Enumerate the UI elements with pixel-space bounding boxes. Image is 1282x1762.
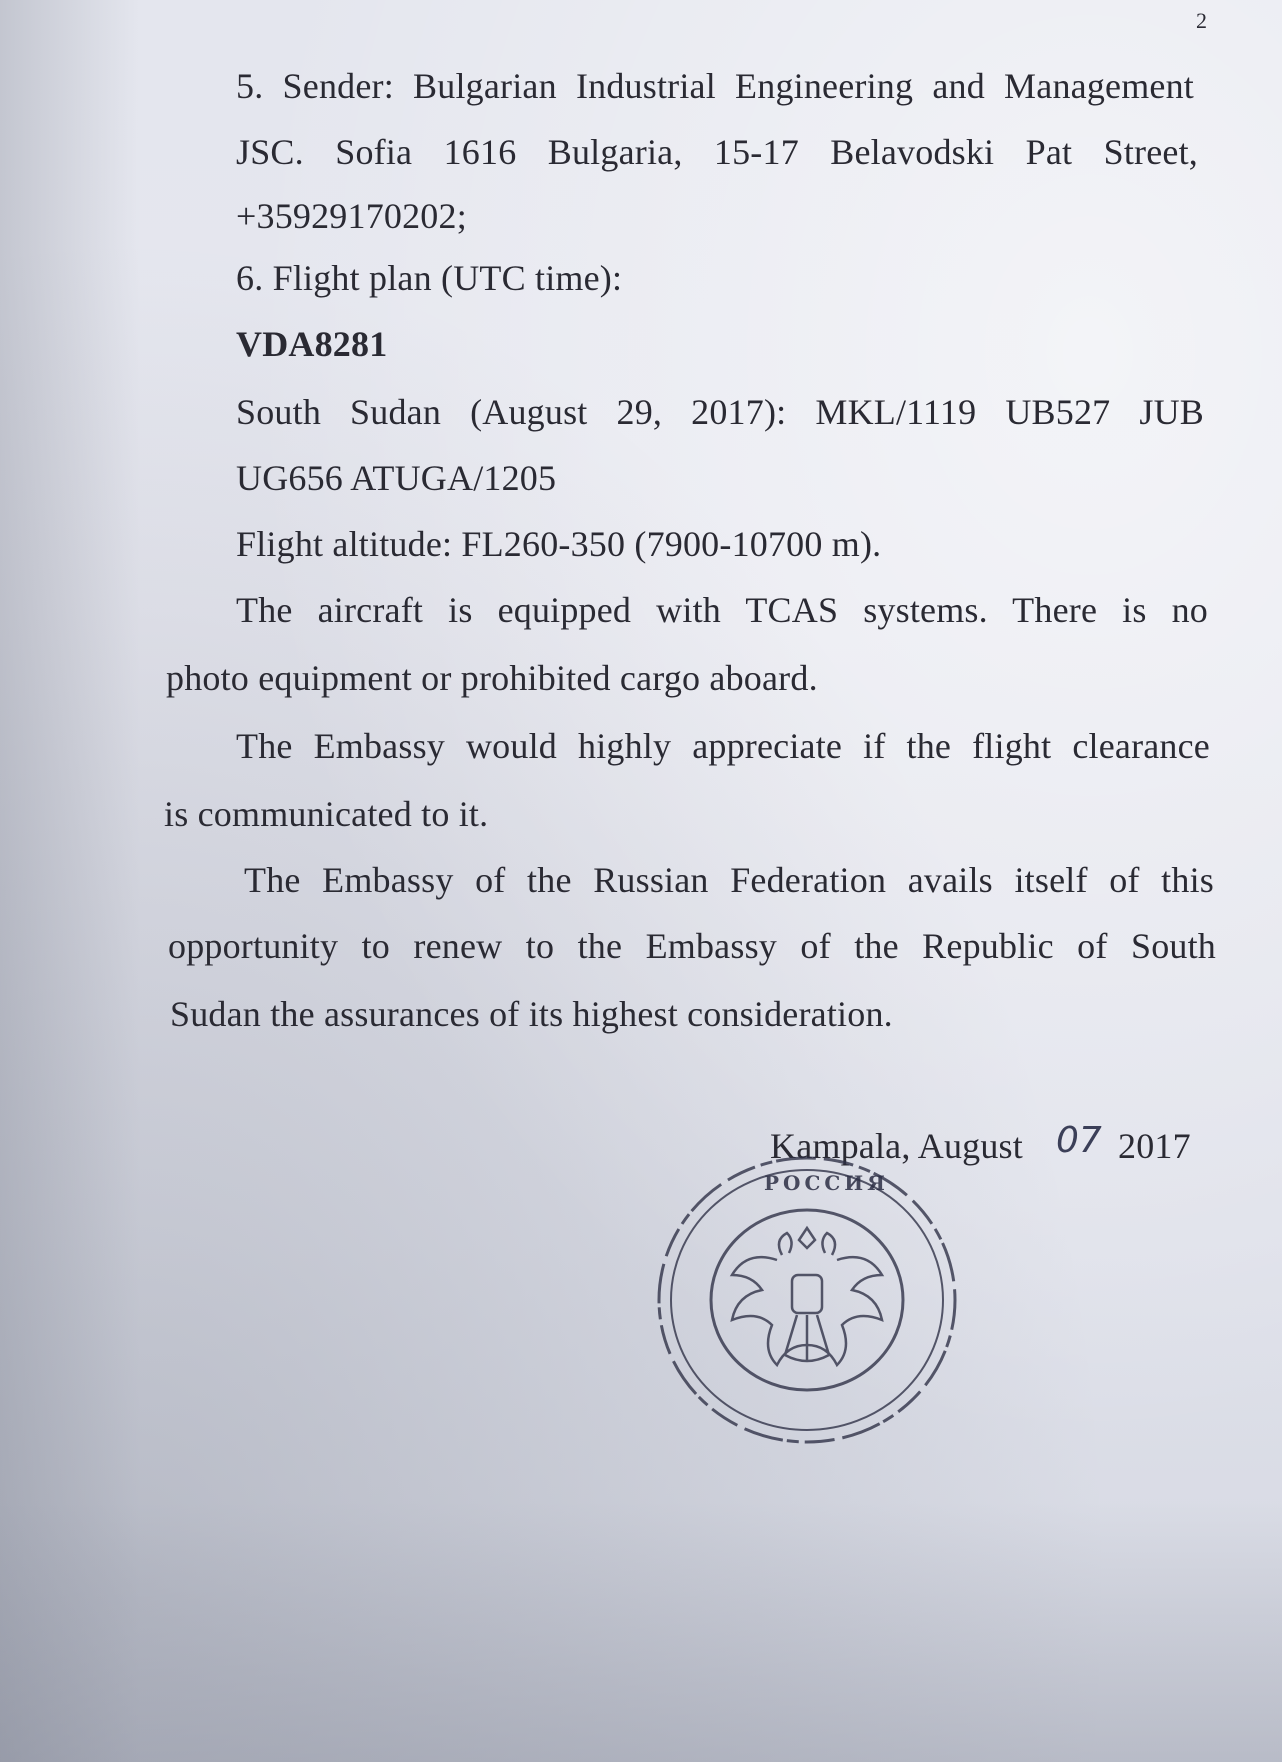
tcas-line-1: The aircraft is equipped with TCAS systems. There is no — [236, 590, 1208, 630]
route-line-1: South Sudan (August 29, 2017): MKL/1119 UB527 JUB — [236, 392, 1204, 432]
route-line-2: UG656 ATUGA/1205 — [236, 458, 557, 498]
tcas-line-2: photo equipment or prohibited cargo aboard. — [166, 658, 818, 698]
closing-line-2: opportunity to renew to the Embassy of the Republic of South — [168, 926, 1216, 966]
flight-plan-heading: 6. Flight plan (UTC time): — [236, 258, 623, 298]
flight-number: VDA8281 — [236, 324, 388, 364]
closing-line-3: Sudan the assurances of its highest consideration. — [170, 994, 893, 1034]
sender-line-3: +35929170202; — [236, 196, 467, 236]
sender-line-1: 5. Sender: Bulgarian Industrial Engineering and Management — [236, 66, 1194, 106]
stamp-text: РОССИЯ — [764, 1171, 889, 1195]
sender-line-2: JSC. Sofia 1616 Bulgaria, 15-17 Belavodski Pat Street, — [236, 132, 1198, 172]
year: 2017 — [1118, 1126, 1191, 1166]
clearance-line-1: The Embassy would highly appreciate if the flight clearance — [236, 726, 1210, 766]
page-number: 2 — [1196, 8, 1207, 33]
place-date: Kampala, August — [770, 1126, 1023, 1166]
clearance-line-2: is communicated to it. — [164, 794, 489, 834]
embassy-stamp — [652, 1150, 962, 1450]
flight-altitude: Flight altitude: FL260-350 (7900-10700 m). — [236, 524, 882, 564]
closing-line-1: The Embassy of the Russian Federation avails itself of this — [244, 860, 1214, 900]
handwritten-day: 07 — [1056, 1120, 1102, 1161]
double-headed-eagle-icon — [732, 1228, 882, 1365]
stamp-icon — [659, 1158, 955, 1442]
